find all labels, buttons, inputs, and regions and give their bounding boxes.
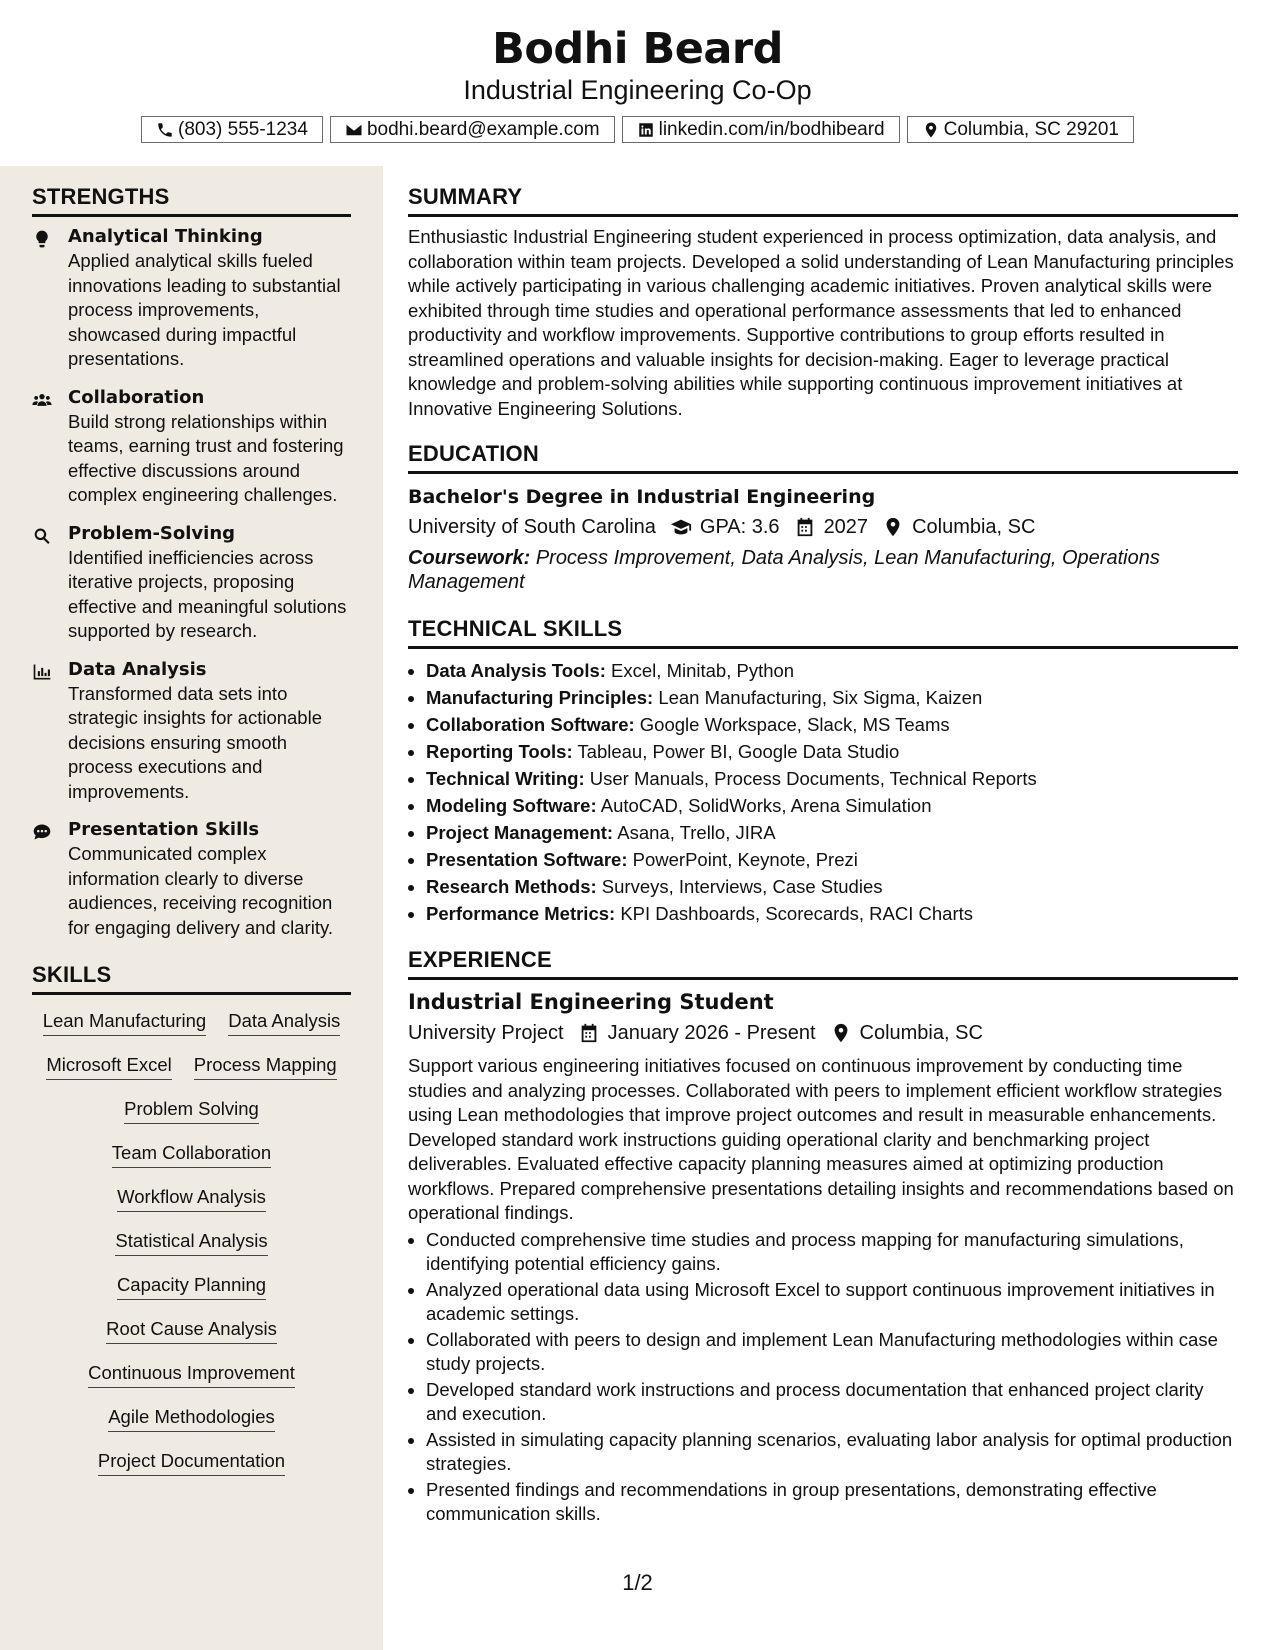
resume-header	[0, 0, 1275, 143]
contact-phone-text: (803) 555-1234	[178, 118, 308, 140]
comment-dots-icon	[32, 822, 52, 842]
strength-title: Presentation Skills	[68, 819, 260, 840]
job-bullet: • Collaborated with peers to design and implement Lean Manufacturing methodologies within case study projects.	[426, 1328, 1238, 1377]
strength-desc: Applied analytical skills fueled innovations leading to substantial process improvements, showcased during impactful presentations.	[68, 250, 341, 369]
skill-tag: Project Documentation	[98, 1449, 285, 1476]
skill-tag: Data Analysis	[228, 1009, 340, 1036]
candidate-name: Bodhi Beard	[492, 24, 783, 74]
strength-item	[32, 225, 351, 372]
job-description: Support various engineering initiatives focused on continuous improvement by conducting time studies and analyzing processes. Collaborated with peers to implement efficient workflow strategies using Lean methodologies that improve project outcomes and result in measurable enhancements. Developed standard work instructions guiding operational clarity and benchmarking project deliverables. Evaluated effective capacity planning measures aimed at optimizing production workflows. Prepared comprehensive presentations detailing insights and recommendations based on operational findings.	[408, 1055, 1234, 1223]
strengths-heading: STRENGTHS	[32, 184, 351, 217]
skill-tag: Workflow Analysis	[117, 1185, 266, 1212]
chart-bar-icon	[32, 662, 52, 682]
job-bullet: • Assisted in simulating capacity planning scenarios, evaluating labor analysis for optimal production strategies.	[426, 1428, 1238, 1477]
strength-item	[32, 522, 351, 644]
phone-icon	[156, 121, 174, 139]
strength-desc: Transformed data sets into strategic insights for actionable decisions ensuring smooth process executions and improvements.	[68, 682, 322, 802]
coursework-list: Process Improvement, Data Analysis, Lean Manufacturing, Operations Management	[408, 547, 1160, 593]
users-icon	[32, 390, 52, 410]
contact-email[interactable]	[330, 116, 615, 143]
lightbulb-icon	[32, 229, 52, 249]
strength-item	[32, 386, 351, 508]
tech-skill-item: • Performance Metrics: KPI Dashboards, Scorecards, RACI Charts	[426, 900, 1238, 927]
skill-tag: Lean Manufacturing	[43, 1009, 207, 1036]
job-location: Columbia, SC	[859, 1022, 983, 1044]
job-bullet: • Developed standard work instructions and process documentation that enhanced project clarity and execution.	[426, 1378, 1238, 1427]
school-location: Columbia, SC	[912, 516, 1036, 538]
skill-tag: Problem Solving	[124, 1097, 259, 1124]
linkedin-icon	[637, 121, 655, 139]
tech-skill-item: • Research Methods: Surveys, Interviews, Case Studies	[426, 873, 1238, 900]
strength-title: Collaboration	[68, 386, 205, 408]
strength-item	[32, 658, 351, 805]
strength-desc: Build strong relationships within teams, earning trust and fostering effective discussions around complex engineering challenges.	[68, 410, 344, 505]
strength-title: Data Analysis	[68, 658, 207, 680]
map-pin-icon	[882, 516, 904, 538]
sidebar	[0, 166, 383, 1650]
coursework	[408, 546, 1238, 594]
tech-skill-item: • Data Analysis Tools: Excel, Minitab, Python	[426, 657, 1238, 684]
contact-linkedin-text: linkedin.com/in/bodhibeard	[658, 118, 885, 140]
school-name: University of South Carolina	[408, 516, 656, 538]
skill-tag: Capacity Planning	[117, 1273, 266, 1300]
tech-skill-item: • Collaboration Software: Google Workspace, Slack, MS Teams	[426, 711, 1238, 738]
skill-tag: Statistical Analysis	[115, 1229, 267, 1256]
skill-tag: Team Collaboration	[112, 1141, 271, 1168]
envelope-icon	[345, 121, 363, 139]
strength-title: Problem-Solving	[68, 522, 236, 544]
coursework-label: Coursework:	[408, 547, 531, 569]
strength-desc: Identified inefficiencies across iterative projects, proposing effective and meaningful solutions supported by research.	[68, 546, 347, 641]
skill-tag: Agile Methodologies	[108, 1405, 275, 1432]
strength-desc: Communicated complex information clearly to diverse audiences, receiving recognition for engaging delivery and clarity.	[68, 843, 333, 938]
tech-skill-item: • Manufacturing Principles: Lean Manufacturing, Six Sigma, Kaizen	[426, 684, 1238, 711]
sidebar-content	[32, 166, 351, 1476]
contact-linkedin[interactable]	[622, 116, 900, 143]
tech-skill-item: • Reporting Tools: Tableau, Power BI, Google Data Studio	[426, 738, 1238, 765]
degree-title: Bachelor's Degree in Industrial Engineering	[408, 486, 876, 508]
search-icon	[32, 526, 52, 546]
job-bullets	[408, 1228, 1238, 1527]
contact-bar	[0, 116, 1275, 143]
tech-skill-item: • Technical Writing: User Manuals, Process Documents, Technical Reports	[426, 765, 1238, 792]
summary-text: Enthusiastic Industrial Engineering student experienced in process optimization, data analysis, and collaboration within team projects. Developed a solid understanding of Lean Manufacturing principles while actively participating in various challenging academic initiatives. Proven analytical skills were exhibited through time studies and operational performance assessments that led to enhanced productivity and workflow improvements. Supportive contributions to group efforts resulted in streamlined operations and valuable insights for decision-making. Eager to leverage practical knowledge and problem-solving abilities while supporting continuous improvement initiatives at Innovative Engineering Solutions.	[408, 226, 1234, 419]
calendar-icon	[578, 1022, 600, 1044]
graduation-year: 2027	[823, 516, 869, 538]
skills-list	[32, 1009, 351, 1476]
map-pin-icon	[830, 1022, 852, 1044]
contact-email-text: bodhi.beard@example.com	[366, 118, 600, 140]
experience-heading: EXPERIENCE	[408, 947, 1238, 980]
skill-tag: Root Cause Analysis	[106, 1317, 277, 1344]
job-dates: January 2026 - Present	[607, 1022, 816, 1044]
job-title-subtitle: Industrial Engineering Co-Op	[463, 75, 812, 105]
strength-title: Analytical Thinking	[68, 226, 263, 247]
tech-skill-item: • Project Management: Asana, Trello, JIRA	[426, 819, 1238, 846]
job-bullet: • Analyzed operational data using Microsoft Excel to support continuous improvement initiatives in academic settings.	[426, 1278, 1238, 1327]
strength-item	[32, 818, 351, 940]
skill-tag: Continuous Improvement	[88, 1361, 295, 1388]
page-number: 1/2	[622, 1570, 653, 1595]
summary-heading: SUMMARY	[408, 184, 1238, 217]
job-meta	[408, 1018, 1238, 1048]
calendar-icon	[794, 516, 816, 538]
contact-location-text: Columbia, SC 29201	[943, 118, 1119, 140]
technical-skills-heading: TECHNICAL SKILLS	[408, 616, 1238, 649]
job-title: Industrial Engineering Student	[408, 990, 774, 1014]
education-meta	[408, 512, 1238, 542]
job-bullet: • Conducted comprehensive time studies and process mapping for manufacturing simulations, identifying potential efficiency gains.	[426, 1228, 1238, 1277]
skill-tag: Microsoft Excel	[46, 1053, 171, 1080]
contact-location	[907, 116, 1134, 143]
map-pin-icon	[922, 121, 940, 139]
technical-skills-list	[408, 657, 1238, 927]
contact-phone[interactable]	[141, 116, 323, 143]
tech-skill-item: • Presentation Software: PowerPoint, Keynote, Prezi	[426, 846, 1238, 873]
education-heading: EDUCATION	[408, 441, 1238, 474]
job-org: University Project	[408, 1022, 564, 1044]
main-content	[408, 166, 1238, 1528]
gpa: GPA: 3.6	[699, 516, 780, 538]
skill-tag: Process Mapping	[194, 1053, 337, 1080]
tech-skill-item: • Modeling Software: AutoCAD, SolidWorks, Arena Simulation	[426, 792, 1238, 819]
skills-heading: SKILLS	[32, 962, 351, 995]
job-bullet: • Presented findings and recommendations in group presentations, demonstrating effective communication skills.	[426, 1478, 1238, 1527]
graduation-cap-icon	[670, 516, 692, 538]
